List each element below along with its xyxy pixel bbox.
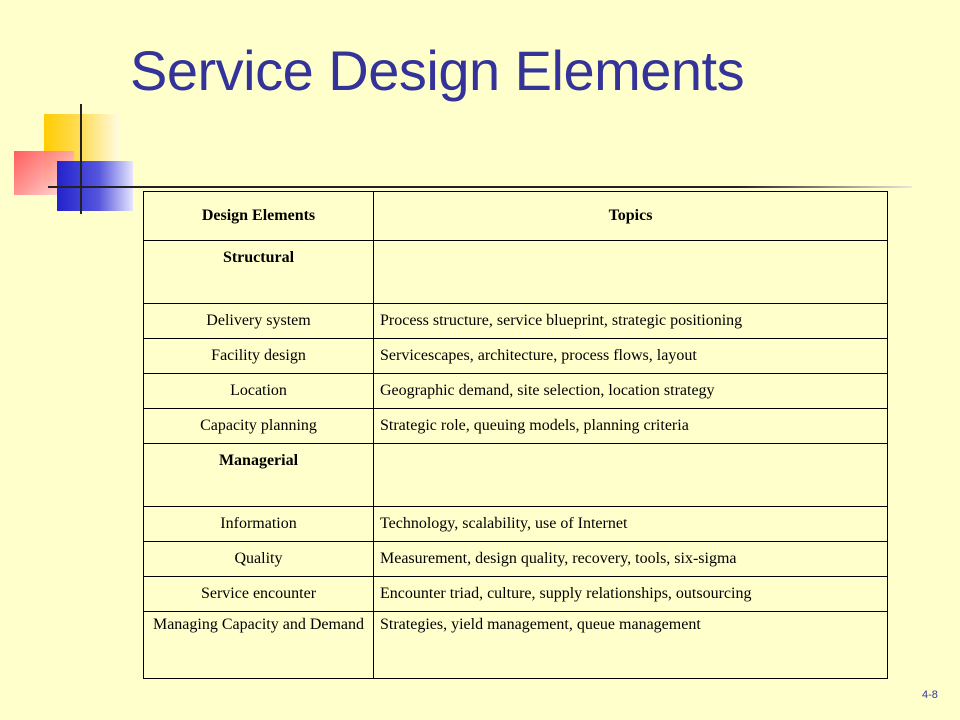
section-topics-empty: [374, 444, 888, 507]
element-cell: Facility design: [144, 339, 374, 374]
design-elements-table: [143, 191, 888, 679]
section-label: Managerial: [144, 444, 374, 507]
section-row-structural: [144, 241, 888, 304]
section-topics-empty: [374, 241, 888, 304]
section-label: Structural: [144, 241, 374, 304]
topics-cell: Technology, scalability, use of Internet: [374, 507, 888, 542]
header-topics: Topics: [374, 192, 888, 241]
topics-cell: Strategic role, queuing models, planning criteria: [374, 409, 888, 444]
topics-cell: Servicescapes, architecture, process flows, layout: [374, 339, 888, 374]
header-design-elements: Design Elements: [144, 192, 374, 241]
element-cell: Quality: [144, 542, 374, 577]
element-cell: Service encounter: [144, 577, 374, 612]
table-row: [144, 507, 888, 542]
element-cell: Delivery system: [144, 304, 374, 339]
table-row: [144, 304, 888, 339]
topics-cell: Process structure, service blueprint, strategic positioning: [374, 304, 888, 339]
slide-title: Service Design Elements: [130, 39, 745, 102]
topics-cell: Strategies, yield management, queue management: [374, 612, 888, 679]
element-cell: Location: [144, 374, 374, 409]
vertical-line-decoration: [80, 104, 82, 214]
topics-cell: Geographic demand, site selection, location strategy: [374, 374, 888, 409]
element-cell: Managing Capacity and Demand: [144, 612, 374, 679]
topics-cell: Encounter triad, culture, supply relationships, outsourcing: [374, 577, 888, 612]
slide-number: 4-8: [922, 689, 938, 701]
table-row: [144, 339, 888, 374]
horizontal-line-decoration: [48, 186, 912, 188]
element-cell: Capacity planning: [144, 409, 374, 444]
table-row: [144, 612, 888, 679]
table-header-row: [144, 192, 888, 241]
section-row-managerial: [144, 444, 888, 507]
table-row: [144, 542, 888, 577]
element-cell: Information: [144, 507, 374, 542]
table-row: [144, 409, 888, 444]
table-row: [144, 577, 888, 612]
table-row: [144, 374, 888, 409]
topics-cell: Measurement, design quality, recovery, tools, six-sigma: [374, 542, 888, 577]
